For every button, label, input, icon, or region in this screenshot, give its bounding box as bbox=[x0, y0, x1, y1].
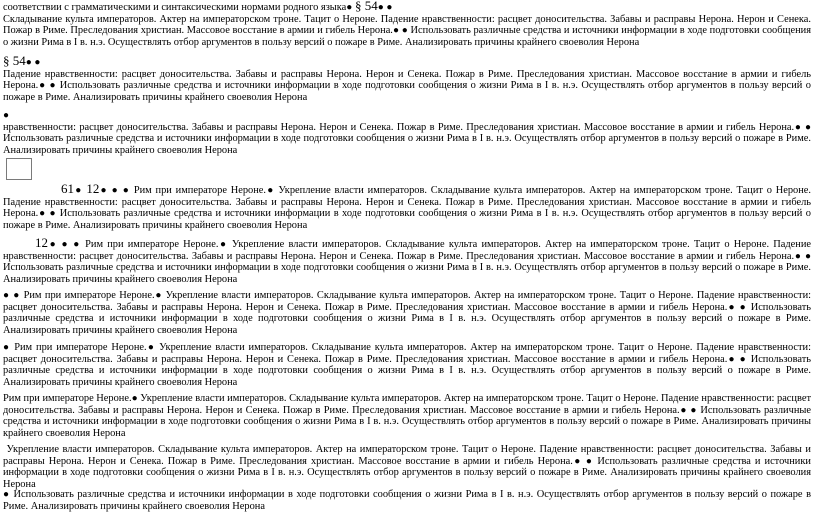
content-text: Падение нравственности: расцвет доносительства. Забавы и расправы Нерона. Нерон и Сенека. Пожар в Риме. Преследования христиан. Массовое восстание в армии и гибель Нерона. bbox=[3, 68, 811, 91]
bullet-icon: ● bbox=[804, 121, 812, 133]
bullet-icon: ● bbox=[804, 250, 812, 262]
bullet-icon: ● bbox=[38, 80, 46, 91]
topic-body: Укрепление власти императоров. Складывание культа императоров. Актер на императорском троне. Тацит о Нероне. Падение нравственности: расцвет доносительства. Забавы и расправы Нерона. Нерон и Сенека. Пожар в Риме. Преследования христиан. Массовое восстание в армии и гибель Нерона. bbox=[3, 239, 812, 262]
paragraph-topic-c bbox=[3, 393, 811, 439]
bullet-icon: ● bbox=[48, 239, 58, 250]
empty-table-cell bbox=[6, 158, 32, 180]
bullet-icon: ● bbox=[99, 185, 108, 196]
section-mark: § 54 bbox=[354, 0, 378, 13]
paragraph-skills bbox=[3, 489, 811, 512]
bullet-icon: ● bbox=[727, 353, 736, 365]
skills-text: Использовать различные средства и источники информации в ходе подготовки сообщения о жизни Рима в I в. н.э. Осуществлять отбор аргументов в пользу версий о пожаре в Риме. Анализировать причины крайнего своеволия Нерона bbox=[3, 301, 811, 336]
paragraph-section-54 bbox=[3, 55, 811, 103]
skills-text: Использовать различные средства и источники информации в ходе подготовки сообщения о жизни Рима в I в. н.э. Осуществлять отбор аргументов в пользу версий о пожаре в Риме. Анализировать причины крайнего своеволия Нерона bbox=[3, 489, 811, 512]
topic-title: Рим при императоре Нероне. bbox=[14, 342, 147, 353]
content-text: Складывание культа императоров. Актер на императорском троне. Тацит о Нероне. Падение нравственности: расцвет доносительства. Забавы и расправы Нерона. Нерон и Сенека. Пожар в Риме. Преследования христиан. Массовое восстание в армии и гибель Нерона. bbox=[3, 13, 811, 36]
bullet-icon: ● bbox=[386, 2, 393, 13]
paragraph-lesson-61 bbox=[3, 183, 811, 231]
bullet-icon: ● bbox=[61, 239, 70, 250]
bullet-icon: ● bbox=[38, 208, 46, 219]
bullet-icon: ● bbox=[154, 290, 163, 301]
skills-text: Использовать различные средства и источники информации в ходе подготовки сообщения о жизни Рима в I в. н.э. Осуществлять отбор аргументов в пользу версий о пожаре в Риме. Анализировать причины крайнего своеволия Нерона bbox=[3, 353, 811, 388]
bullet-icon: ● bbox=[3, 342, 11, 353]
topic-title: Рим при императоре Нероне. bbox=[23, 290, 155, 301]
bullet-icon: ● bbox=[13, 290, 21, 301]
bullet-icon: ● bbox=[585, 455, 594, 467]
paragraph-topic-b bbox=[3, 342, 811, 388]
topic-title: Рим при императоре Нероне. bbox=[3, 393, 132, 404]
lesson-hours: 12 bbox=[35, 235, 48, 250]
topic-body: Укрепление власти императоров. Складывание культа императоров. Актер на императорском троне. Тацит о Нероне. Падение нравственности: расцвет доносительства. Забавы и расправы Нерона. Нерон и Сенека. Пожар в Риме. Преследования христиан. Массовое восстание в армии и гибель Нерона. bbox=[3, 290, 812, 313]
intro-text: соответствии с грамматическими и синтаксическими нормами родного языка bbox=[3, 2, 347, 13]
content-text: нравственности: расцвет доносительства. Забавы и расправы Нерона. Нерон и Сенека. Пожар в Риме. Преследования христиан. Массовое восстание в армии и гибель Нерона. bbox=[3, 121, 795, 133]
lesson-number: 61 bbox=[61, 181, 74, 196]
bullet-icon: ● bbox=[122, 185, 130, 196]
skills-text: Использовать различные средства и источники информации в ходе подготовки сообщения о жизни Рима в I в. н.э. Осуществлять отбор аргументов в пользу версий о пожаре в Риме. Анализировать причины крайнего своеволия Нерона bbox=[3, 25, 812, 48]
bullet-icon: ● bbox=[111, 185, 119, 196]
paragraph-topic-a bbox=[3, 290, 811, 336]
skills-text: Использовать различные средства и источники информации в ходе подготовки сообщения о жизни Рима в I в. н.э. Осуществлять отбор аргументов в пользу версий о пожаре в Риме. Анализировать причины крайнего своеволия Нерона bbox=[3, 404, 812, 439]
bullet-icon: ● bbox=[794, 121, 802, 133]
bullet-icon: ● bbox=[794, 250, 802, 262]
bullet-icon: ● bbox=[572, 455, 582, 467]
bullet-icon: ● bbox=[377, 2, 384, 13]
bullet-icon: ● bbox=[3, 489, 10, 500]
skills-text: Использовать различные средства и источники информации в ходе подготовки сообщения о жизни Рима в I в. н.э. Осуществлять отбор аргументов в пользу версий о пожаре в Риме. Анализировать причины крайнего своеволия Нерона bbox=[3, 80, 811, 103]
bullet-icon: ● bbox=[739, 353, 747, 365]
bullet-icon: ● bbox=[690, 404, 698, 416]
topic-body: Укрепление власти императоров. Складывание культа императоров. Актер на императорском троне. Тацит о Нероне. Падение нравственности: расцвет доносительства. Забавы и расправы Нерона. Нерон и Сенека. Пожар в Риме. Преследования христиан. Массовое восстание в армии и гибель Нерона. bbox=[3, 185, 812, 219]
topic-title: Рим при императоре Нероне. bbox=[85, 239, 219, 250]
section-mark: § 54 bbox=[3, 53, 26, 68]
skills-text: Использовать различные средства и источники информации в ходе подготовки сообщения о жизни Рима в I в. н.э. Осуществлять отбор аргументов в пользу версий о пожаре в Риме. Анализировать причины крайнего своеволия Нерона bbox=[3, 455, 811, 490]
bullet-icon: ● bbox=[34, 57, 41, 68]
bullet-icon: ● bbox=[266, 185, 275, 196]
topic-body: Укрепление власти императоров. Складывание культа императоров. Актер на императорском троне. Тацит о Нероне. Падение нравственности: расцвет доносительства. Забавы и расправы Нерона. Нерон и Сенека. Пожар в Риме. Преследования христиан. Массовое восстание в армии и гибель Нерона. bbox=[3, 444, 811, 467]
bullet-icon: ● bbox=[74, 185, 83, 196]
bullet-icon: ● bbox=[3, 290, 10, 301]
bullet-icon: ● bbox=[131, 393, 138, 404]
paragraph-topic-d bbox=[3, 444, 811, 490]
lesson-hours: 12 bbox=[86, 181, 100, 196]
bullet-icon: ● bbox=[146, 342, 156, 353]
paragraph-lesson-12 bbox=[3, 237, 811, 285]
topic-body: Укрепление власти императоров. Складывание культа императоров. Актер на императорском троне. Тацит о Нероне. Падение нравственности: расцвет доносительства. Забавы и расправы Нерона. Нерон и Сенека. Пожар в Риме. Преследования христиан. Массовое восстание в армии и гибель Нерона. bbox=[3, 393, 811, 416]
skills-text: Использовать различные средства и источники информации в ходе подготовки сообщения о жизни Рима в I в. н.э. Осуществлять отбор аргументов в пользу версий о пожаре в Риме. Анализировать причины крайнего своеволия Нерона bbox=[3, 262, 811, 285]
skills-text: Использовать различные средства и источники информации в ходе подготовки сообщения о жизни Рима в I в. н.э. Осуществлять отбор аргументов в пользу версий о пожаре в Риме. Анализировать причины крайнего своеволия Нерона bbox=[3, 208, 811, 231]
bullet-icon: ● bbox=[49, 80, 57, 91]
paragraph-morals bbox=[3, 110, 811, 156]
bullet-icon: ● bbox=[679, 404, 688, 416]
bullet-icon: ● bbox=[346, 2, 353, 13]
bullet-icon: ● bbox=[25, 57, 32, 68]
bullet-icon: ● bbox=[49, 208, 57, 219]
topic-body: Укрепление власти императоров. Складывание культа императоров. Актер на императорском троне. Тацит о Нероне. Падение нравственности: расцвет доносительства. Забавы и расправы Нерона. Нерон и Сенека. Пожар в Риме. Преследования христиан. Массовое восстание в армии и гибель Нерона. bbox=[3, 342, 812, 365]
skills-text: Использовать различные средства и источники информации в ходе подготовки сообщения о жизни Рима в I в. н.э. Осуществлять отбор аргументов в пользу версий о пожаре в Риме. Анализировать причины крайнего своеволия Нерона bbox=[3, 133, 811, 156]
bullet-icon: ● bbox=[218, 239, 228, 250]
bullet-icon: ● bbox=[73, 239, 81, 250]
bullet-icon: ● bbox=[727, 301, 736, 313]
bullet-icon: ● bbox=[392, 25, 400, 36]
paragraph-intro bbox=[3, 0, 811, 48]
bullet-icon: ● bbox=[3, 110, 10, 121]
bullet-icon: ● bbox=[739, 301, 747, 313]
bullet-icon: ● bbox=[401, 25, 408, 36]
topic-title: Рим при императоре Нероне. bbox=[133, 185, 267, 196]
